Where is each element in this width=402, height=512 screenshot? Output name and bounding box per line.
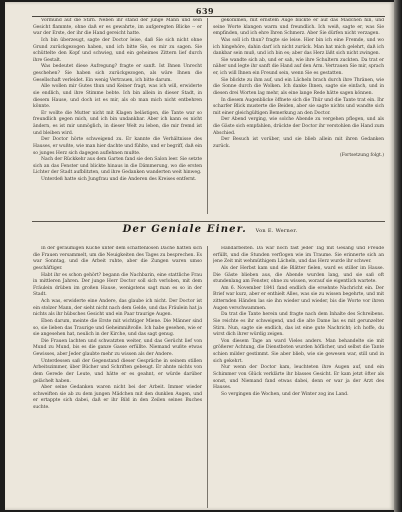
paragraph: Der Abend verging, wie solche Abende zu vergehen pflegen, und als die Gäste sich empfahlen, drückte der Doctor ihr verstohlen die Hand zum Abschied. [213,117,384,136]
paragraph: Eben darum, meinte die Erste mit wichtiger Miene. Die Männer sind so, sie lieben das Traurige und Geheimnißvolle. Ich habe gesehen, wie er sie angesehen hat, neulich in der Kirche, und das sagt genug. [33,318,202,338]
book-spine-shadow [394,0,402,512]
header-rule [32,16,385,17]
paragraph: Die Frauen lachten und schwatzten weiter, und das Gerücht lief von Mund zu Mund, bis es die ganze Gasse erfüllte. Niemand wußte etwas Gewisses, aber Jeder glaubte mehr zu wissen als der Andere. [33,338,202,357]
story-title [105,224,315,235]
column-bottom-right [213,246,384,508]
column-top-left [33,18,202,204]
paragraph: Was bedeutet diese Aufregung? fragte er sanft. Ist Ihnen Unrecht geschehen? Sie haben sich zurückgezogen, als wäre Ihnen die Gesellschaft verleidet. Ein wenig Vertrauen, ich bitte darum. [33,64,202,83]
paragraph: Nur wenn der Doctor kam, leuchteten ihre Augen auf, und ein Schimmer von Glück verklärte ihr blasses Gesicht. Er kam jetzt öfter als sonst, und Niemand fand etwas dabei, denn er war ja der Arzt des Hauses. [213,365,384,391]
paragraph: Da trat die Tante herein und fragte nach dem Inhalte des Schreibens. Sie reichte es ihr schweigend, und die alte Dame las es mit gerunzelter Stirn. Nun, sagte sie endlich, das ist eine gute Nachricht; ich hoffe, du wirst dich ihrer würdig zeigen. [213,312,384,338]
column-divider [207,18,208,214]
paragraph: Alle wollen mir Gutes thun und Keiner fragt, was ich will, erwiderte sie endlich, und ihre Stimme bebte. Ich bin allein in dieser Stadt, in diesem Hause, und doch ist es mir, als ob man mich nicht entbehren könnte. [33,84,202,110]
paragraph: So vergingen die Wochen, und der Winter zog ins Land. [221,391,349,397]
paragraph: Unterdeß hatte sich Jungfrau und die Anderen des Kreises entfernt. [41,177,197,182]
paragraph: Unterdessen saß der Gegenstand dieser Gespräche in seinem stillen Arbeitszimmer, über Bücher und Schriften gebeugt. Er ahnte nichts von dem Gerede der Leute, und hätte er es geahnt, er würde darüber gelächelt haben. [33,358,202,384]
paragraph: Nach der Rückkehr aus dem Garten fand sie den Salon leer. Sie setzte sich an das Fenster und blickte hinaus in die Dämmerung, wo die ersten Lichter der Stadt aufblitzten, und ihre Gedanken wanderten weit hinweg. [33,157,202,176]
paragraph: Habt ihr es schon gehört? begann die Nachbarin, eine stattliche Frau in mittleren Jahren. Der junge Herr Doctor soll sich verloben, mit dem Fräulein drüben im großen Hause, wenigstens sagt man es so in der Stadt. [33,272,202,298]
paragraph: Was soll ich thun? fragte sie leise. Hier bin ich eine Fremde, und wo ich hingehöre, dahin darf ich nicht zurück. Man hat mich gelehrt, daß ich dankbar sein muß, und ich bin es; aber das Herz läßt sich nicht zwingen. [213,37,384,57]
paragraph: gekommen, mit ernstem Auge blickte er auf das Mädchen hin, und seine Worte klangen warm und freundlich. Ich weiß, sagte er, was Sie empfinden, und ich ehre Ihren Schmerz. Aber Sie dürfen nicht verzagen. [213,18,384,37]
paragraph: Als der Herbst kam und die Blätter fielen, ward es stiller im Hause. Die Gäste blieben aus, die Abende wurden lang, und sie saß oft stundenlang am Fenster, ohne zu wissen, worauf sie eigentlich wartete. [213,265,384,285]
paragraph: Ich bin überzeugt, sagte der Doctor leise, daß Sie sich nicht ohne Grund zurückgezogen haben, und ich bitte Sie, es mir zu sagen. Sie schüttelte den Kopf und schwieg, und ein geheimes Zittern lief durch ihre Gestalt. [33,37,202,63]
section-separator [32,221,385,222]
paragraph: Aber seine Gedanken waren nicht bei der Arbeit. Immer wieder schweiften sie ab zu dem jungen Mädchen mit den dunklen Augen, und er ertappte sich dabei, daß er ihr Bild in den Zeilen seines Buches suchte. [33,385,202,410]
paragraph: Sie blickte zu ihm auf, und ein Lächeln brach durch ihre Thränen, wie die Sonne durch die Wolken. Ich danke Ihnen, sagte sie einfach, und in diesen drei Worten lag mehr, als eine lange Rede hätte sagen können. [213,77,384,96]
paragraph: Von diesem Tage an ward Vieles anders. Man behandelte sie mit größerer Achtung, die Dienstboten wurden höflicher, und selbst die Tante schien milder gestimmt. Sie aber blieb, wie sie gewesen war, still und in sich gekehrt. [213,338,384,364]
paragraph: Vormund auf die Stirn. Neben ihr stand der junge Mann und sein Gesicht flammte, ohne daß er es gewahrte, im aufgeregten Blicke -- er war der Erste, der ihr die Hand gereicht hatte. [33,18,202,37]
paragraph: In diesem Augenblicke öffnete sich die Thür und die Tante trat ein. Ihr scharfer Blick musterte die Beiden, aber sie sagte nichts und wandte sich mit einer gleichgültigen Bemerkung an den Doctor. [213,97,384,116]
column-bottom-left [33,246,202,508]
column-top-right [213,18,384,204]
paragraph: Der Besuch ist vorüber, und sie blieb allein mit ihren Gedanken zurück. [213,137,384,149]
newspaper-page [5,2,394,510]
paragraph: In der geräumigen Küche unter dem schattenlosen Dache hatten sich die Frauen versammelt, um die Neuigkeiten des Tages zu besprechen. Es war Sonntag, und die Arbeit ruhte, aber die Zungen waren umso geschäftiger. [33,246,202,271]
paragraph: Ach was, erwiderte eine Andere, das glaube ich nicht. Der Doctor ist ein stolzer Mann, der sieht nicht nach dem Gelde, und das Fräulein hat ja nichts als ihr hübsches Gesicht und ein Paar traurige Augen. [33,299,202,318]
paragraph: Handarbeiten. Da war noch fast jeder Tag mit Gesang und Freude erfüllt, und die Stunden verflogen wie im Traume. Sie erinnerte sich an jene Zeit mit wehmüthigem Lächeln, und das Herz wurde ihr schwer. [213,246,384,265]
story-author: Von E. Werner. [255,228,298,234]
page-number: 639 [195,6,215,16]
continuation-note: (Fortsetzung folgt.) [339,152,384,158]
story-title-text: Der Geniale Einer. [122,224,247,235]
paragraph: Am 6. November 1841 fand endlich die ersehnte Nachricht ein. Der Brief war kurz, aber er enthielt Alles, was sie zu wissen begehrte, und mit zitternden Händen las sie ihn wieder und wieder, bis die Worte vor ihren Augen verschwammen. [213,285,384,311]
column-divider [207,246,208,508]
paragraph: Der Doctor hörte schweigend zu. Er kannte die Verhältnisse des Hauses, er wußte, wie man hier dachte und fühlte, und er begriff, daß ein so junges Herz sich dagegen auflehnen mußte. [33,137,202,156]
paragraph: Sie wandte sich ab, und er sah, wie ihre Schultern zuckten. Da trat er näher und legte ihr sanft die Hand auf den Arm. Vertrauen Sie mir, sprach er, ich will Ihnen ein Freund sein, wenn Sie es gestatten. [213,57,384,76]
paragraph: Er wollte die Mutter nicht mit Klagen belästigen, die Tante war so freundlich gegen mich, und ich bin undankbar. Aber ich kann es nicht ändern, es ist mir unmöglich, in dieser Welt zu leben, die mir fremd ist und bleiben wird. [33,110,202,136]
